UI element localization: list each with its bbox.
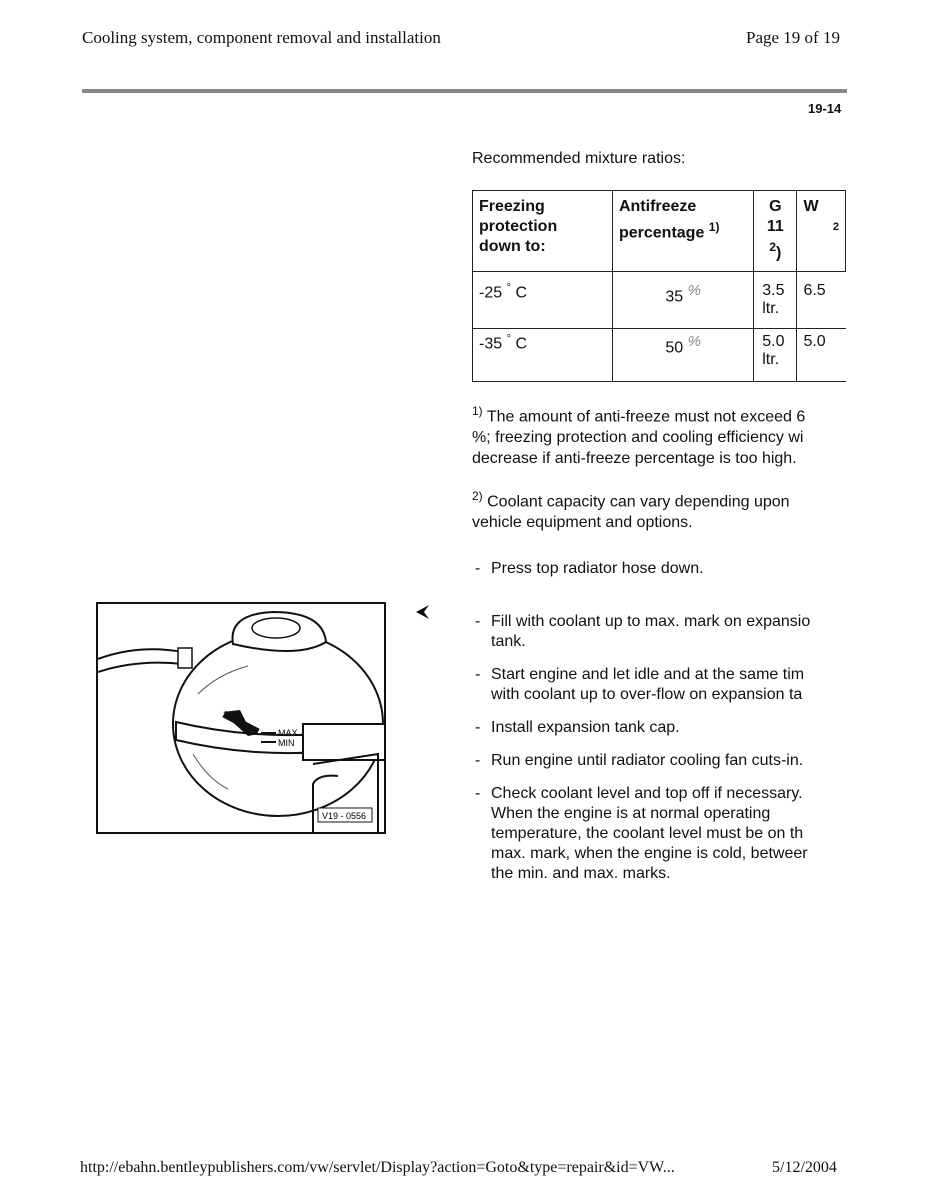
footer-date: 5/12/2004 [772,1159,837,1176]
footnote-1: $^{1)}$ The amount of anti-freeze must not exceed 6 %; freezing protection and cooling efficiency wi decrease if anti-freeze percentage is too high. [472,404,806,468]
expansion-tank-illustration [98,604,386,834]
expansion-tank-figure [96,602,386,834]
step-item: - Start engine and let idle and at the same tim with coolant up to over-flow on expansion ta [475,666,805,703]
header-antifreeze: Antifreeze percentage $^{1)}$ [612,191,753,272]
step-item: - Run engine until radiator cooling fan cuts-in. [475,752,804,769]
step-item: - Check coolant level and top off if necessary. When the engine is at normal operating temperature, the coolant level must be on th max. mark, when the engine is cold, betweer the min. and max. marks. [475,785,808,882]
mixture-ratio-table [472,190,846,382]
step-item: - Install expansion tank cap. [475,719,680,736]
header-g11: G 11 $^2$) [754,191,797,272]
step-item: - Press top radiator hose down. [475,560,704,577]
page-indicator: Page 19 of 19 [746,28,840,47]
header-water: W 2 [797,191,846,272]
table-intro: Recommended mixture ratios: [472,150,686,167]
max-mark-label: MAX [278,728,298,738]
footer-url: http://ebahn.bentleypublishers.com/vw/servlet/Display?action=Goto&type=repair&id=VW... [80,1159,675,1176]
figure-pointer-icon [414,604,432,620]
table-row: -35 ° C 50 % 5.0 ltr. 5.0 [473,329,846,382]
min-mark-label: MIN [278,738,295,748]
header-freezing: Freezing protection down to: [473,191,613,272]
table-row: -25 ° C 35 % 3.5 ltr. 6.5 [473,272,846,329]
document-title: Cooling system, component removal and installation [82,28,441,47]
main-content [472,150,846,900]
footnote-2: $^{2)}$ Coolant capacity can vary depending upon vehicle equipment and options. [472,489,790,532]
step-item: - Fill with coolant up to max. mark on expansio tank. [475,613,811,650]
figure-reference: V19 - 0556 [322,811,367,821]
section-page-number: 19-14 [808,101,842,116]
header-rule [82,89,847,93]
